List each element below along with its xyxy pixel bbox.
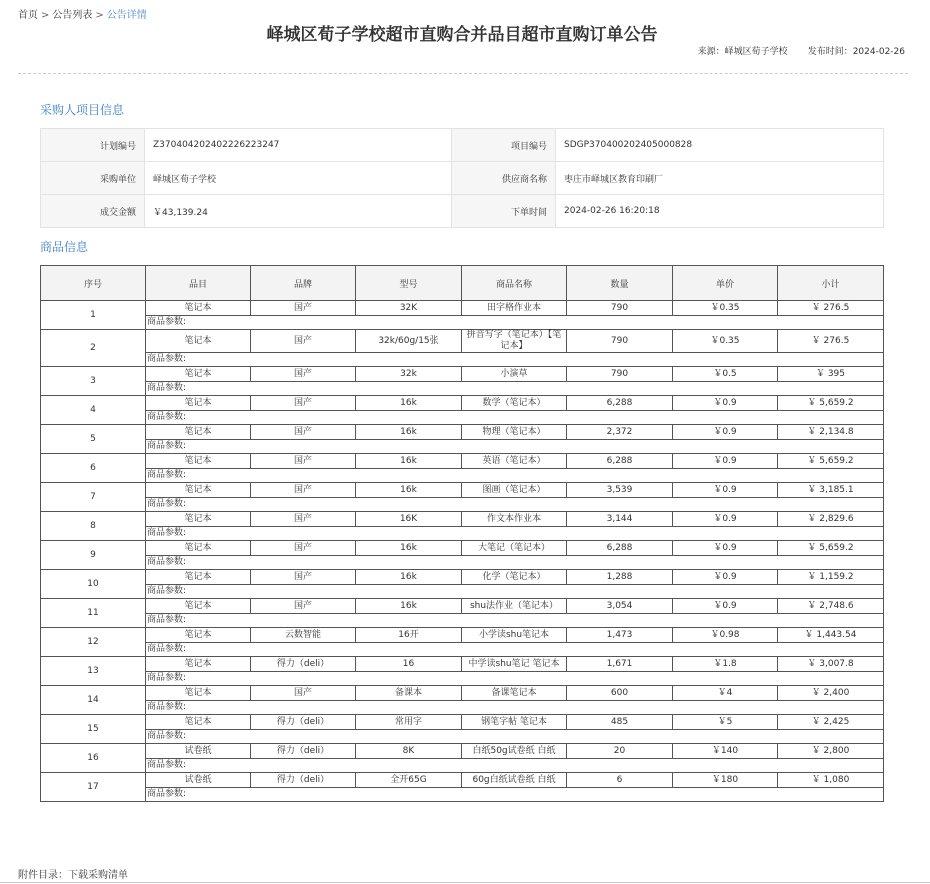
product-name-cell: 中学读shu笔记 笔记本	[462, 657, 567, 672]
model-cell: 16	[356, 657, 462, 672]
row-number-cell: 9	[41, 541, 146, 570]
subtotal-cell: ￥ 2,134.8	[778, 425, 884, 440]
product-params-cell: 商品参数:	[146, 701, 884, 715]
brand-cell: 国产	[251, 512, 356, 527]
quantity-cell: 485	[567, 715, 673, 730]
info-value: 2024-02-26 16:20:18	[556, 195, 884, 228]
model-cell: 16k	[356, 425, 462, 440]
model-cell: 全开65G	[356, 773, 462, 788]
category-cell: 笔记本	[146, 330, 251, 353]
param-row	[41, 411, 884, 425]
info-label: 成交金额	[41, 195, 145, 228]
model-cell: 备课本	[356, 686, 462, 701]
goods-table-header-row	[41, 266, 884, 301]
category-cell: 笔记本	[146, 570, 251, 585]
subtotal-cell: ￥ 2,425	[778, 715, 884, 730]
product-params-cell: 商品参数:	[146, 730, 884, 744]
param-row	[41, 527, 884, 541]
row-number-cell: 11	[41, 599, 146, 628]
category-cell: 笔记本	[146, 628, 251, 643]
unit-price-cell: ￥4	[673, 686, 778, 701]
quantity-cell: 3,054	[567, 599, 673, 614]
breadcrumb-list-link[interactable]: 公告列表	[52, 10, 93, 21]
product-name-cell: 作文本作业本	[462, 512, 567, 527]
attachments-label: 附件目录：	[18, 870, 68, 881]
breadcrumb-current: 公告详情	[106, 10, 147, 21]
info-value: 峄城区荀子学校	[145, 162, 452, 195]
quantity-cell: 790	[567, 330, 673, 353]
quantity-cell: 2,372	[567, 425, 673, 440]
row-number-cell: 8	[41, 512, 146, 541]
quantity-cell: 6,288	[567, 396, 673, 411]
info-row	[41, 129, 884, 162]
table-row	[41, 657, 884, 672]
quantity-cell: 6	[567, 773, 673, 788]
unit-price-cell: ￥0.9	[673, 396, 778, 411]
buyer-section-heading: 采购人项目信息	[40, 103, 125, 117]
product-name-cell: 数学（笔记本）	[462, 396, 567, 411]
model-cell: 32k/60g/15张	[356, 330, 462, 353]
page-title: 峄城区荀子学校超市直购合并品目超市直购订单公告	[266, 25, 658, 45]
model-cell: 32k	[356, 367, 462, 382]
quantity-cell: 20	[567, 744, 673, 759]
subtotal-cell: ￥ 3,007.8	[778, 657, 884, 672]
divider	[18, 73, 908, 74]
product-params-cell: 商品参数:	[146, 353, 884, 367]
column-header: 品目	[146, 266, 251, 301]
info-row	[41, 162, 884, 195]
product-name-cell: 物理（笔记本）	[462, 425, 567, 440]
product-params-cell: 商品参数:	[146, 759, 884, 773]
category-cell: 笔记本	[146, 301, 251, 316]
product-name-cell: 白纸50g试卷纸 白纸	[462, 744, 567, 759]
unit-price-cell: ￥0.9	[673, 570, 778, 585]
table-row	[41, 686, 884, 701]
product-name-cell: 60g白纸试卷纸 白纸	[462, 773, 567, 788]
source-text: 来源：峄城区荀子学校	[697, 47, 788, 57]
subtotal-cell: ￥ 1,443.54	[778, 628, 884, 643]
buyer-info-table	[40, 128, 884, 228]
param-row	[41, 382, 884, 396]
model-cell: 16k	[356, 396, 462, 411]
category-cell: 笔记本	[146, 686, 251, 701]
param-row	[41, 556, 884, 570]
category-cell: 笔记本	[146, 396, 251, 411]
brand-cell: 国产	[251, 599, 356, 614]
quantity-cell: 1,288	[567, 570, 673, 585]
subtotal-cell: ￥ 1,080	[778, 773, 884, 788]
product-name-cell: 图画（笔记本）	[462, 483, 567, 498]
brand-cell: 国产	[251, 483, 356, 498]
table-row	[41, 425, 884, 440]
info-label: 供应商名称	[452, 162, 556, 195]
breadcrumb-home-link[interactable]: 首页	[18, 10, 38, 21]
row-number-cell: 13	[41, 657, 146, 686]
quantity-cell: 6,288	[567, 454, 673, 469]
product-name-cell: 英语（笔记本）	[462, 454, 567, 469]
product-name-cell: 田字格作业本	[462, 301, 567, 316]
product-name-cell: 备课笔记本	[462, 686, 567, 701]
subtotal-cell: ￥ 3,185.1	[778, 483, 884, 498]
info-label: 下单时间	[452, 195, 556, 228]
breadcrumb-separator: >	[95, 10, 104, 21]
row-number-cell: 1	[41, 301, 146, 330]
unit-price-cell: ￥0.9	[673, 599, 778, 614]
unit-price-cell: ￥0.98	[673, 628, 778, 643]
row-number-cell: 10	[41, 570, 146, 599]
subtotal-cell: ￥ 2,829.6	[778, 512, 884, 527]
param-row	[41, 353, 884, 367]
product-name-cell: shu法作业（笔记本）	[462, 599, 567, 614]
table-row	[41, 599, 884, 614]
info-value: 枣庄市峄城区教育印刷厂	[556, 162, 884, 195]
product-name-cell: 拼音写字（笔记本）【笔记本】	[462, 330, 567, 353]
param-row	[41, 498, 884, 512]
subtotal-cell: ￥ 2,748.6	[778, 599, 884, 614]
table-row	[41, 330, 884, 353]
column-header: 品牌	[251, 266, 356, 301]
brand-cell: 得力（deli）	[251, 773, 356, 788]
quantity-cell: 790	[567, 301, 673, 316]
param-row	[41, 701, 884, 715]
model-cell: 16k	[356, 570, 462, 585]
divider	[0, 882, 930, 883]
info-label: 采购单位	[41, 162, 145, 195]
unit-price-cell: ￥0.35	[673, 330, 778, 353]
quantity-cell: 1,473	[567, 628, 673, 643]
brand-cell: 国产	[251, 396, 356, 411]
info-value: Z370404202402226223247	[145, 129, 452, 162]
info-value: SDGP370400202405000828	[556, 129, 884, 162]
category-cell: 笔记本	[146, 483, 251, 498]
quantity-cell: 3,144	[567, 512, 673, 527]
brand-cell: 国产	[251, 570, 356, 585]
unit-price-cell: ￥0.9	[673, 454, 778, 469]
subtotal-cell: ￥ 2,400	[778, 686, 884, 701]
model-cell: 16k	[356, 541, 462, 556]
unit-price-cell: ￥0.9	[673, 483, 778, 498]
product-name-cell: 大笔记（笔记本）	[462, 541, 567, 556]
brand-cell: 云数智能	[251, 628, 356, 643]
unit-price-cell: ￥0.5	[673, 367, 778, 382]
param-row	[41, 759, 884, 773]
quantity-cell: 3,539	[567, 483, 673, 498]
row-number-cell: 3	[41, 367, 146, 396]
column-header: 单价	[673, 266, 778, 301]
category-cell: 笔记本	[146, 657, 251, 672]
subtotal-cell: ￥ 1,159.2	[778, 570, 884, 585]
info-value: ￥43,139.24	[145, 195, 452, 228]
product-params-cell: 商品参数:	[146, 382, 884, 396]
brand-cell: 国产	[251, 686, 356, 701]
unit-price-cell: ￥0.9	[673, 512, 778, 527]
column-header: 商品名称	[462, 266, 567, 301]
model-cell: 16k	[356, 483, 462, 498]
brand-cell: 国产	[251, 301, 356, 316]
product-name-cell: 小学读shu笔记本	[462, 628, 567, 643]
param-row	[41, 316, 884, 330]
subtotal-cell: ￥ 5,659.2	[778, 454, 884, 469]
attachments	[18, 866, 128, 881]
quantity-cell: 790	[567, 367, 673, 382]
category-cell: 试卷纸	[146, 744, 251, 759]
product-name-cell: 小演草	[462, 367, 567, 382]
model-cell: 常用字	[356, 715, 462, 730]
category-cell: 笔记本	[146, 454, 251, 469]
row-number-cell: 7	[41, 483, 146, 512]
model-cell: 16k	[356, 599, 462, 614]
announcement-meta	[698, 44, 905, 57]
product-params-cell: 商品参数:	[146, 316, 884, 330]
table-row	[41, 396, 884, 411]
table-row	[41, 301, 884, 316]
row-number-cell: 14	[41, 686, 146, 715]
table-row	[41, 483, 884, 498]
param-row	[41, 614, 884, 628]
breadcrumb-separator: >	[41, 10, 50, 21]
unit-price-cell: ￥5	[673, 715, 778, 730]
model-cell: 32K	[356, 301, 462, 316]
unit-price-cell: ￥0.9	[673, 425, 778, 440]
table-row	[41, 512, 884, 527]
product-name-cell: 化学（笔记本）	[462, 570, 567, 585]
row-number-cell: 15	[41, 715, 146, 744]
row-number-cell: 6	[41, 454, 146, 483]
quantity-cell: 600	[567, 686, 673, 701]
category-cell: 笔记本	[146, 541, 251, 556]
brand-cell: 国产	[251, 425, 356, 440]
row-number-cell: 16	[41, 744, 146, 773]
category-cell: 试卷纸	[146, 773, 251, 788]
row-number-cell: 12	[41, 628, 146, 657]
product-name-cell: 钢笔字帖 笔记本	[462, 715, 567, 730]
goods-section-heading: 商品信息	[40, 240, 89, 254]
row-number-cell: 5	[41, 425, 146, 454]
product-params-cell: 商品参数:	[146, 411, 884, 425]
product-params-cell: 商品参数:	[146, 556, 884, 570]
subtotal-cell: ￥ 276.5	[778, 330, 884, 353]
brand-cell: 得力（deli）	[251, 715, 356, 730]
column-header: 序号	[41, 266, 146, 301]
quantity-cell: 1,671	[567, 657, 673, 672]
brand-cell: 得力（deli）	[251, 744, 356, 759]
quantity-cell: 6,288	[567, 541, 673, 556]
table-row	[41, 454, 884, 469]
column-header: 小计	[778, 266, 884, 301]
category-cell: 笔记本	[146, 367, 251, 382]
table-row	[41, 367, 884, 382]
product-params-cell: 商品参数:	[146, 527, 884, 541]
param-row	[41, 469, 884, 483]
param-row	[41, 672, 884, 686]
product-params-cell: 商品参数:	[146, 672, 884, 686]
product-params-cell: 商品参数:	[146, 614, 884, 628]
brand-cell: 得力（deli）	[251, 657, 356, 672]
param-row	[41, 788, 884, 802]
category-cell: 笔记本	[146, 599, 251, 614]
product-params-cell: 商品参数:	[146, 788, 884, 802]
table-row	[41, 773, 884, 788]
product-params-cell: 商品参数:	[146, 498, 884, 512]
model-cell: 8K	[356, 744, 462, 759]
unit-price-cell: ￥0.9	[673, 541, 778, 556]
row-number-cell: 17	[41, 773, 146, 802]
info-row	[41, 195, 884, 228]
table-row	[41, 744, 884, 759]
unit-price-cell: ￥140	[673, 744, 778, 759]
subtotal-cell: ￥ 5,659.2	[778, 541, 884, 556]
category-cell: 笔记本	[146, 512, 251, 527]
unit-price-cell: ￥180	[673, 773, 778, 788]
model-cell: 16开	[356, 628, 462, 643]
column-header: 型号	[356, 266, 462, 301]
product-params-cell: 商品参数:	[146, 643, 884, 657]
brand-cell: 国产	[251, 454, 356, 469]
row-number-cell: 4	[41, 396, 146, 425]
subtotal-cell: ￥ 395	[778, 367, 884, 382]
subtotal-cell: ￥ 2,800	[778, 744, 884, 759]
subtotal-cell: ￥ 5,659.2	[778, 396, 884, 411]
product-params-cell: 商品参数:	[146, 585, 884, 599]
column-header: 数量	[567, 266, 673, 301]
unit-price-cell: ￥0.35	[673, 301, 778, 316]
category-cell: 笔记本	[146, 715, 251, 730]
table-row	[41, 570, 884, 585]
param-row	[41, 730, 884, 744]
product-params-cell: 商品参数:	[146, 440, 884, 454]
param-row	[41, 585, 884, 599]
subtotal-cell: ￥ 276.5	[778, 301, 884, 316]
model-cell: 16k	[356, 454, 462, 469]
brand-cell: 国产	[251, 541, 356, 556]
publish-time: 发布时间：2024-02-26	[807, 47, 905, 57]
category-cell: 笔记本	[146, 425, 251, 440]
table-row	[41, 715, 884, 730]
brand-cell: 国产	[251, 367, 356, 382]
download-list-link[interactable]: 下载采购清单	[68, 870, 128, 881]
table-row	[41, 541, 884, 556]
product-params-cell: 商品参数:	[146, 469, 884, 483]
info-label: 项目编号	[452, 129, 556, 162]
breadcrumb	[18, 6, 147, 21]
brand-cell: 国产	[251, 330, 356, 353]
param-row	[41, 643, 884, 657]
info-label: 计划编号	[41, 129, 145, 162]
goods-table	[40, 265, 884, 802]
model-cell: 16K	[356, 512, 462, 527]
param-row	[41, 440, 884, 454]
unit-price-cell: ￥1.8	[673, 657, 778, 672]
row-number-cell: 2	[41, 330, 146, 367]
table-row	[41, 628, 884, 643]
